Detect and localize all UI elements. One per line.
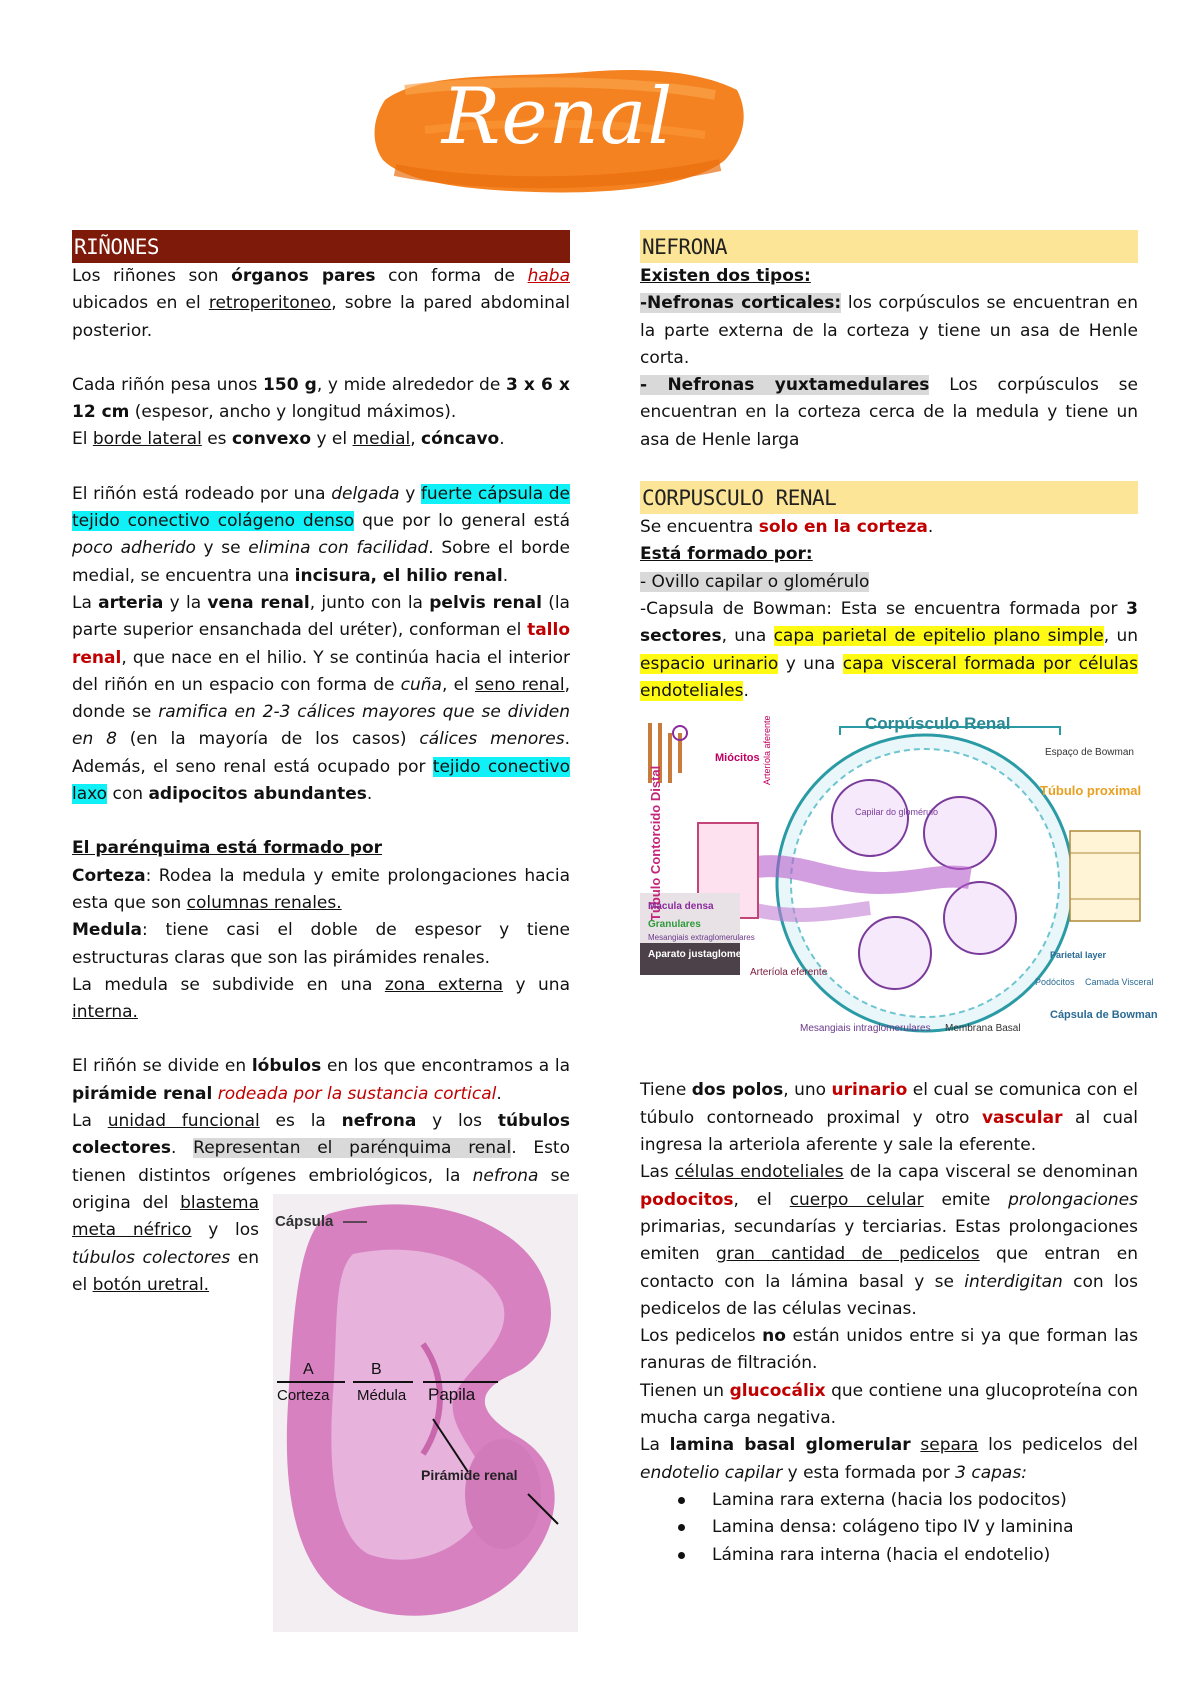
diagram-label-podocitos: Podócitos	[1035, 977, 1075, 988]
micro-label-b: B	[371, 1360, 382, 1378]
diagram-label-granulares: Granulares	[648, 919, 701, 931]
kidney-micrograph-image	[273, 1194, 578, 1632]
section-header-nefrona: NEFRONA	[640, 230, 1138, 263]
subheading: El parénquima está formado por	[72, 838, 383, 859]
micro-label-papila: Papila	[428, 1384, 476, 1404]
diagram-label-tubulo: Túbulo proximal	[1040, 783, 1142, 799]
section-header-rinones: RIÑONES	[72, 230, 570, 263]
micro-label-medula: Médula	[357, 1386, 407, 1404]
section-header-corpusculo: CORPUSCULO RENAL	[640, 481, 1138, 514]
diagram-label-parietal: Parietal layer	[1050, 950, 1107, 961]
paragraph: - Ovillo capilar o glomérulo	[640, 571, 870, 592]
paragraph: Los riñones son órganos pares con forma de haba ubicados en el retroperitoneo, sobre la pared abdominal posterior.	[72, 266, 570, 341]
paragraph: Medula: tiene casi el doble de espesor y tiene estructuras claras que son las pirámides renales.	[72, 920, 570, 968]
paragraph: - Nefronas yuxtamedulares Los corpúsculos se encuentran en la corteza cerca de la medula y tiene un asa de Henle larga	[640, 375, 1139, 450]
diagram-label-mesangiais-extra: Mesangiais extraglomerulares	[648, 933, 755, 943]
paragraph: La arteria y la vena renal, junto con la pelvis renal (la parte superior ensanchada del uréter), conforman el tallo renal, que nace en el hilio. Y se continúa hacia el interior del riñón en un espacio con forma de cuña, el seno renal, donde se ramifica en 2-3 cálices mayores que se dividen en 8 (en la mayoría de los casos) cálices menores. Además, el seno renal está ocupado por tejido conectivo laxo con adipocitos abundantes.	[72, 592, 571, 805]
diagram-label-camada: Camada Visceral	[1085, 977, 1154, 988]
micro-label-capsula: Cápsula	[275, 1212, 334, 1230]
subheading: Existen dos tipos:	[640, 266, 811, 286]
renal-corpuscle-diagram	[640, 713, 1158, 1058]
diagram-label-espacio: Espaço de Bowman	[1045, 747, 1134, 759]
micro-label-piramide: Pirámide renal	[421, 1466, 518, 1483]
basal-lamina-list	[640, 1487, 1138, 1569]
left-column	[72, 230, 570, 1632]
paragraph: Las células endoteliales de la capa visceral se denominan podocitos, el cuerpo celular emite prolongaciones primarias, secundarías y terciarias. Estas prolongaciones emiten gran cantidad de pedicelos que entran en contacto con la lámina basal y se interdigitan con los pedicelos de las células vecinas.	[640, 1162, 1138, 1319]
diagram-label-miocitos: Miócitos	[715, 752, 760, 765]
page-title: Renal	[441, 72, 674, 162]
title-banner	[365, 60, 750, 205]
diagram-label-arteriola-eferente: Arteríola eferente	[750, 967, 828, 979]
paragraph: Tienen un glucocálix que contiene una glucoproteína con mucha carga negativa.	[640, 1380, 1138, 1429]
paragraph: El riñón se divide en lóbulos en los que encontramos a la pirámide renal rodeada por la sustancia cortical.	[72, 1056, 570, 1104]
paragraph: La medula se subdivide en una zona externa y una interna.	[72, 974, 570, 1023]
diagram-label-arteriola-aferente: Arteríola aferente	[762, 715, 772, 786]
paragraph: La unidad funcional es la nefrona y los túbulos colectores. Representan el parénquima renal. Esto tienen distintos orígenes embriológicos, la nefrona se origina del Cápsula A B Corteza Médula Papila Pirámide renal blastema meta néfrico y los túbulos colectores en el botón uretral.	[72, 1108, 570, 1299]
diagram-title: Corpúsculo Renal	[865, 714, 1011, 734]
diagram-label-capsula-bowman: Cápsula de Bowman	[1050, 1009, 1158, 1022]
paragraph: El riñón está rodeado por una delgada y fuerte cápsula de tejido conectivo colágeno denso que por lo general está poco adherido y se elimina con facilidad. Sobre el borde medial, se encuentra una incisura, el hilio renal.	[72, 483, 570, 586]
diagram-label-capilar: Capilar do glomérulo	[855, 807, 939, 818]
diagram-label-mesangiais-intra: Mesangiais intraglomerulares	[800, 1023, 931, 1035]
list-item: Lámina rara interna (hacia el endotelio)	[640, 1542, 1138, 1569]
right-column	[640, 230, 1158, 1569]
list-item: Lamina densa: colágeno tipo IV y laminina	[640, 1514, 1138, 1541]
paragraph: Se encuentra solo en la corteza.	[640, 517, 934, 538]
diagram-label-aparato: Aparato justaglomerular	[648, 949, 764, 961]
diagram-label-membrana: Membrana Basal	[945, 1023, 1021, 1035]
micro-label-a: A	[303, 1360, 314, 1378]
subheading: Está formado por:	[640, 544, 813, 565]
list-item: Lamina rara externa (hacia los podocitos)	[640, 1487, 1138, 1514]
paragraph: -Nefronas corticales: los corpúsculos se encuentran en la parte externa de la corteza y tiene un asa de Henle corta.	[640, 293, 1138, 368]
paragraph: La lamina basal glomerular separa los pedicelos del endotelio capilar y esta formada por 3 capas:	[640, 1435, 1139, 1483]
micro-label-corteza: Corteza	[277, 1386, 330, 1404]
paragraph: Corteza: Rodea la medula y emite prolongaciones hacia esta que son columnas renales.	[72, 865, 570, 913]
diagram-label-macula: Mácula densa	[648, 901, 714, 913]
paragraph: El borde lateral es convexo y el medial, cóncavo.	[72, 429, 505, 450]
diagram-label-tcd: Túbulo Contorcido Distal	[648, 765, 663, 922]
paragraph: Cada riñón pesa unos 150 g, y mide alrededor de 3 x 6 x 12 cm (espesor, ancho y longitud máximos).	[72, 374, 570, 423]
paragraph: Los pedicelos no están unidos entre si ya que forman las ranuras de filtración.	[640, 1326, 1138, 1374]
paragraph: Tiene dos polos, uno urinario el cual se comunica con el túbulo contorneado proximal y otro vascular al cual ingresa la arteriola aferente y sale la eferente.	[640, 1080, 1139, 1156]
paragraph: -Capsula de Bowman: Esta se encuentra formada por 3 sectores, una capa parietal de epitelio plano simple, un espacio urinario y una capa visceral formada por células endoteliales.	[640, 598, 1139, 701]
